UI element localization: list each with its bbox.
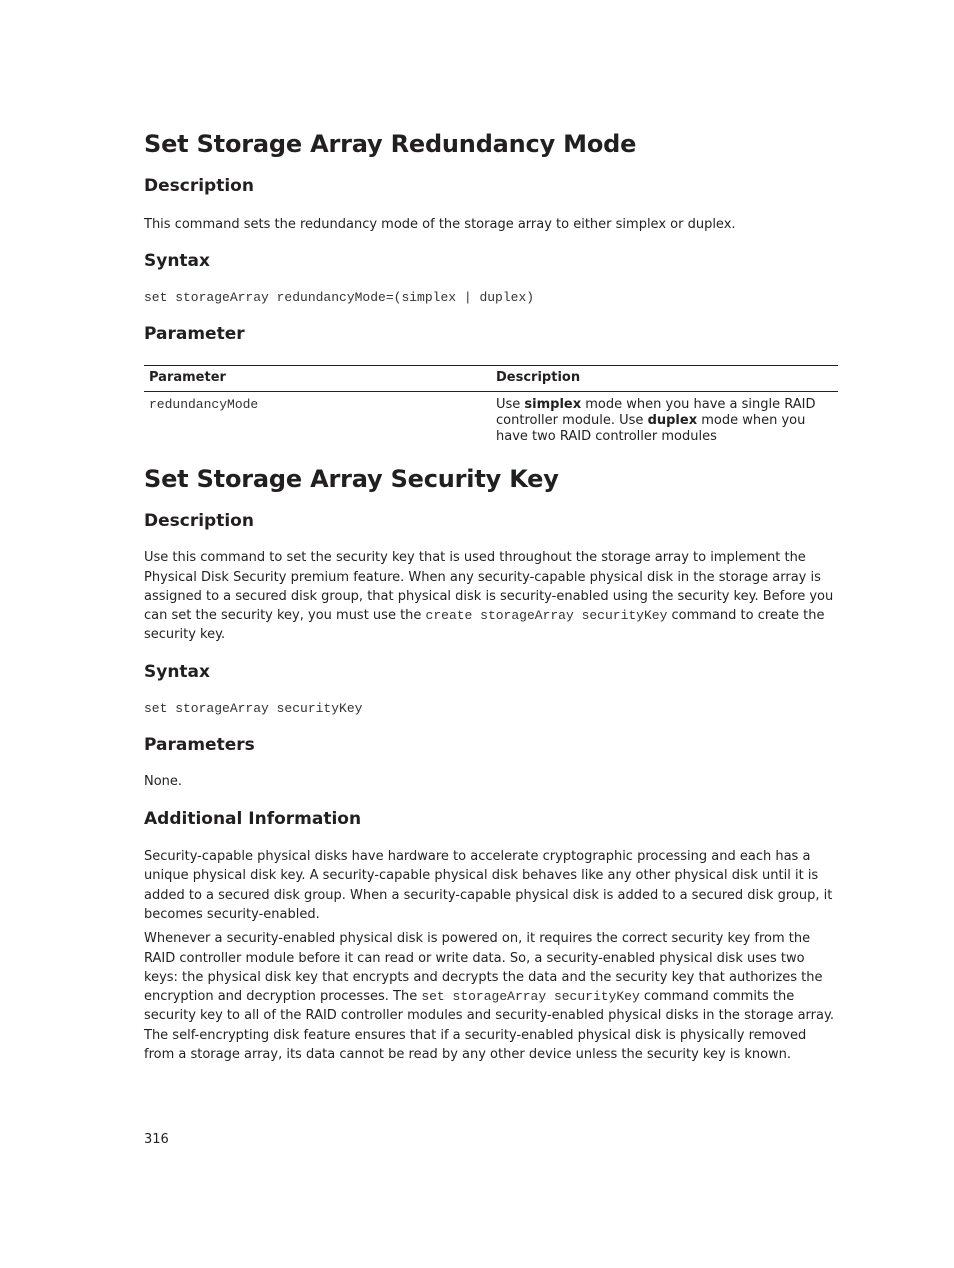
table-header-parameter: Parameter bbox=[144, 366, 491, 392]
inline-code: set storageArray securityKey bbox=[421, 989, 640, 1005]
section2-syntax-heading: Syntax bbox=[144, 661, 210, 682]
desc-text: Use this command to set the security key that is used throughout the storage array to implement the Physical Disk Security premium feature. When any security-capable physical disk in the storage array is assigned to a secured disk group, that physical disk is security-enabled using the security key. Before you can set the security key, you must use the bbox=[144, 550, 834, 624]
section2-additional-p1: Security-capable physical disks have hardware to accelerate cryptographic processing and each has a unique physical disk key. A security-capable physical disk behaves like any other physical disk until it is added to a secured disk group. When a security-capable physical disk is added to a secured disk group, it becomes security-enabled. bbox=[144, 849, 833, 922]
section1-parameter-heading: Parameter bbox=[144, 324, 245, 345]
section1-description: This command sets the redundancy mode of the storage array to either simplex or duplex. bbox=[144, 217, 736, 232]
desc-bold-duplex: duplex bbox=[647, 413, 698, 429]
page-number: 316 bbox=[144, 1132, 169, 1147]
section2-syntax: set storageArray securityKey bbox=[144, 700, 363, 716]
table-header-row bbox=[144, 366, 838, 392]
param-name: redundancyMode bbox=[149, 397, 259, 413]
desc-text: command commits the security key to all of the RAID controller modules and security-enabled physical disks in the storage array. The self-encrypting disk feature ensures that if a security-enabled physical disk is physically removed from a storage array, its data cannot be read by any other device unless the security key is known. bbox=[144, 989, 834, 1063]
desc-text: command to create the security key. bbox=[144, 608, 825, 643]
page-content bbox=[144, 126, 838, 1064]
section1-syntax-heading: Syntax bbox=[144, 251, 210, 272]
section2-description-heading: Description bbox=[144, 511, 254, 532]
section2-additional-p2 bbox=[144, 929, 838, 1064]
desc-text: Use bbox=[496, 397, 525, 413]
section1-description-heading: Description bbox=[144, 176, 254, 196]
desc-text: mode when you have two RAID controller modules bbox=[496, 413, 806, 445]
desc-bold-simplex: simplex bbox=[524, 397, 582, 413]
section2-additional-heading: Additional Information bbox=[144, 809, 362, 830]
section2-parameters-heading: Parameters bbox=[144, 734, 255, 755]
section2-description bbox=[144, 548, 838, 644]
section1-title: Set Storage Array Redundancy Mode bbox=[144, 130, 637, 158]
table-cell-description bbox=[491, 392, 838, 446]
table-cell-parameter bbox=[144, 392, 491, 446]
inline-code: create storageArray securityKey bbox=[425, 608, 668, 624]
desc-text: mode when you have a single RAID controller module. Use bbox=[496, 397, 816, 429]
table-row bbox=[144, 392, 838, 446]
section2-title: Set Storage Array Security Key bbox=[144, 465, 559, 494]
table-header-description: Description bbox=[491, 366, 838, 392]
desc-text: Whenever a security-enabled physical disk is powered on, it requires the correct security key from the RAID controller module before it can read or write data. So, a security-enabled physical disk uses two keys: the physical disk key that encrypts and decrypts the data and the security key that authorizes the encryption and decryption processes. The bbox=[144, 931, 823, 1005]
section2-parameters-text: None. bbox=[144, 773, 183, 789]
parameter-table bbox=[144, 365, 838, 445]
section1-syntax: set storageArray redundancyMode=(simplex | duplex) bbox=[144, 290, 535, 306]
